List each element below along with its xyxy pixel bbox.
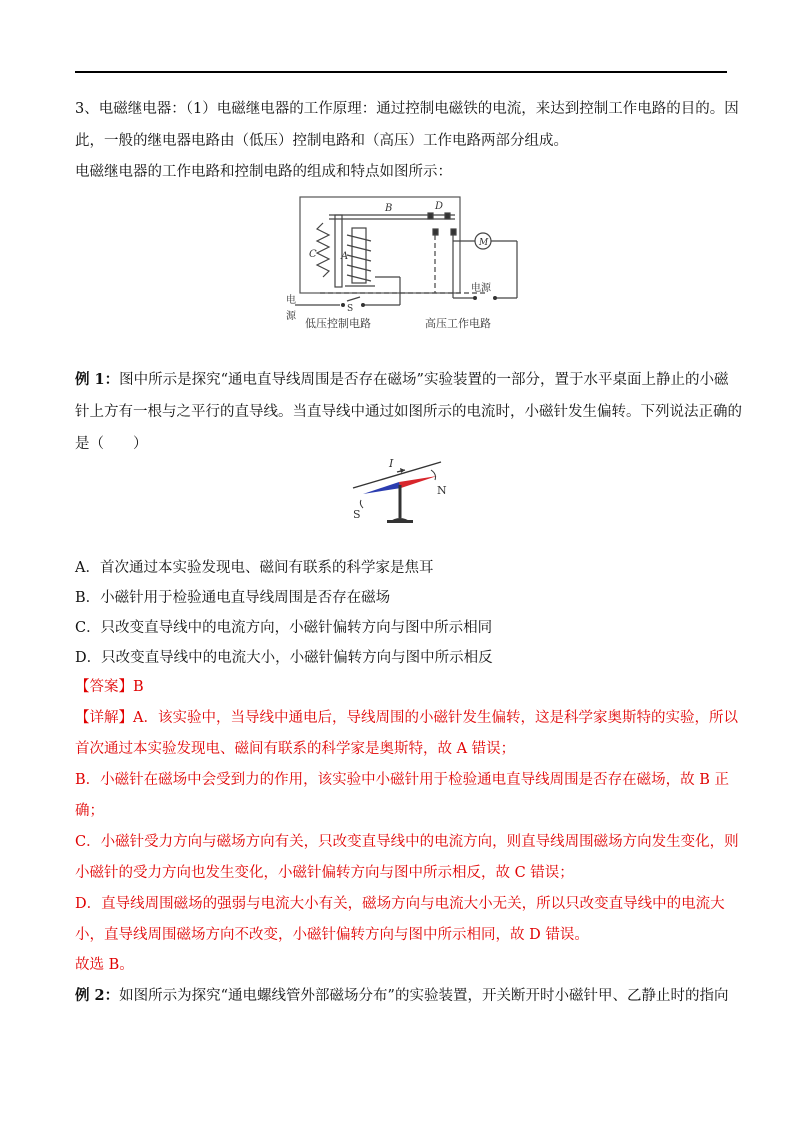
example2-label: 例 2： <box>75 987 120 1004</box>
label-b: B <box>385 203 393 214</box>
section3-line1: 3、电磁继电器：（1）电磁继电器的工作原理：通过控制电磁铁的电流，来达到控制工作电路的目的。因 <box>75 101 739 117</box>
label-m: M <box>479 238 489 248</box>
section3-line3: 电磁继电器的工作电路和控制电路的组成和特点如图所示： <box>75 164 452 180</box>
answer: 【答案】B <box>75 679 144 695</box>
detail-line-4: 确； <box>75 803 104 819</box>
power-left-2: 源 <box>286 311 296 322</box>
section3-line2: 此，一般的继电器电路由（低压）控制电路和（高压）工作电路两部分组成。 <box>75 133 568 149</box>
example1-label: 例 1： <box>75 371 120 388</box>
option-c: C．只改变直导线中的电流方向，小磁针偏转方向与图中所示相同 <box>75 620 493 636</box>
label-north: N <box>437 484 447 497</box>
high-voltage-label: 高压工作电路 <box>425 317 491 330</box>
relay-circuit-figure <box>285 193 525 335</box>
detail-line-3: B．小磁针在磁场中会受到力的作用，该实验中小磁针用于检验通电直导线周围是否存在磁场，故 B 正 <box>75 772 730 788</box>
option-a: A．首次通过本实验发现电、磁间有联系的科学家是焦耳 <box>75 560 434 576</box>
power-left-1: 电 <box>286 295 296 306</box>
detail-line-5: C．小磁针受力方向与磁场方向有关，只改变直导线中的电流方向，则直导线周围磁场方向发生变化，则 <box>75 834 739 850</box>
detail-line-1: 【详解】A．该实验中，当导线中通电后，导线周围的小磁针发生偏转，这是科学家奥斯特的实验，所以 <box>75 710 738 726</box>
example2-text1: 如图所示为探究“通电螺线管外部磁场分布”的实验装置，开关断开时小磁针甲、乙静止时的指向 <box>119 988 729 1004</box>
detail-line-8: 小，直导线周围磁场方向不改变，小磁针偏转方向与图中所示相同，故 D 错误。 <box>75 927 589 943</box>
conclusion: 故选 B。 <box>75 957 134 973</box>
example1-line1 <box>75 370 727 390</box>
option-d: D．只改变直导线中的电流大小，小磁针偏转方向与图中所示相反 <box>75 650 493 666</box>
example1-text1: 图中所示是探究“通电直导线周围是否存在磁场”实验装置的一部分，置于水平桌面上静止的小磁 <box>119 372 729 388</box>
detail-line-6: 小磁针的受力方向也发生变化，小磁针偏转方向与图中所示相反，故 C 错误； <box>75 865 574 881</box>
header-rule <box>75 71 727 73</box>
detail-line-7: D．直导线周围磁场的强弱与电流大小有关，磁场方向与电流大小无关，所以只改变直导线中的电流大 <box>75 896 725 912</box>
label-c: C <box>309 249 317 260</box>
low-voltage-label: 低压控制电路 <box>305 317 371 330</box>
label-d: D <box>435 201 444 212</box>
compass-needle-figure <box>345 452 455 530</box>
example1-line3: 是（ ） <box>75 436 148 452</box>
power-right: 电源 <box>471 283 491 294</box>
label-current: I <box>389 457 394 470</box>
detail-line-2: 首次通过本实验发现电、磁间有联系的科学家是奥斯特，故 A 错误； <box>75 741 516 757</box>
label-s: S <box>347 304 354 314</box>
label-a: A <box>341 251 349 262</box>
example2-line1 <box>75 986 727 1006</box>
option-b: B．小磁针用于检验通电直导线周围是否存在磁场 <box>75 590 391 606</box>
label-south: S <box>353 508 361 521</box>
example1-line2: 针上方有一根与之平行的直导线。当直导线中通过如图所示的电流时，小磁针发生偏转。下列说法正确的 <box>75 404 742 420</box>
